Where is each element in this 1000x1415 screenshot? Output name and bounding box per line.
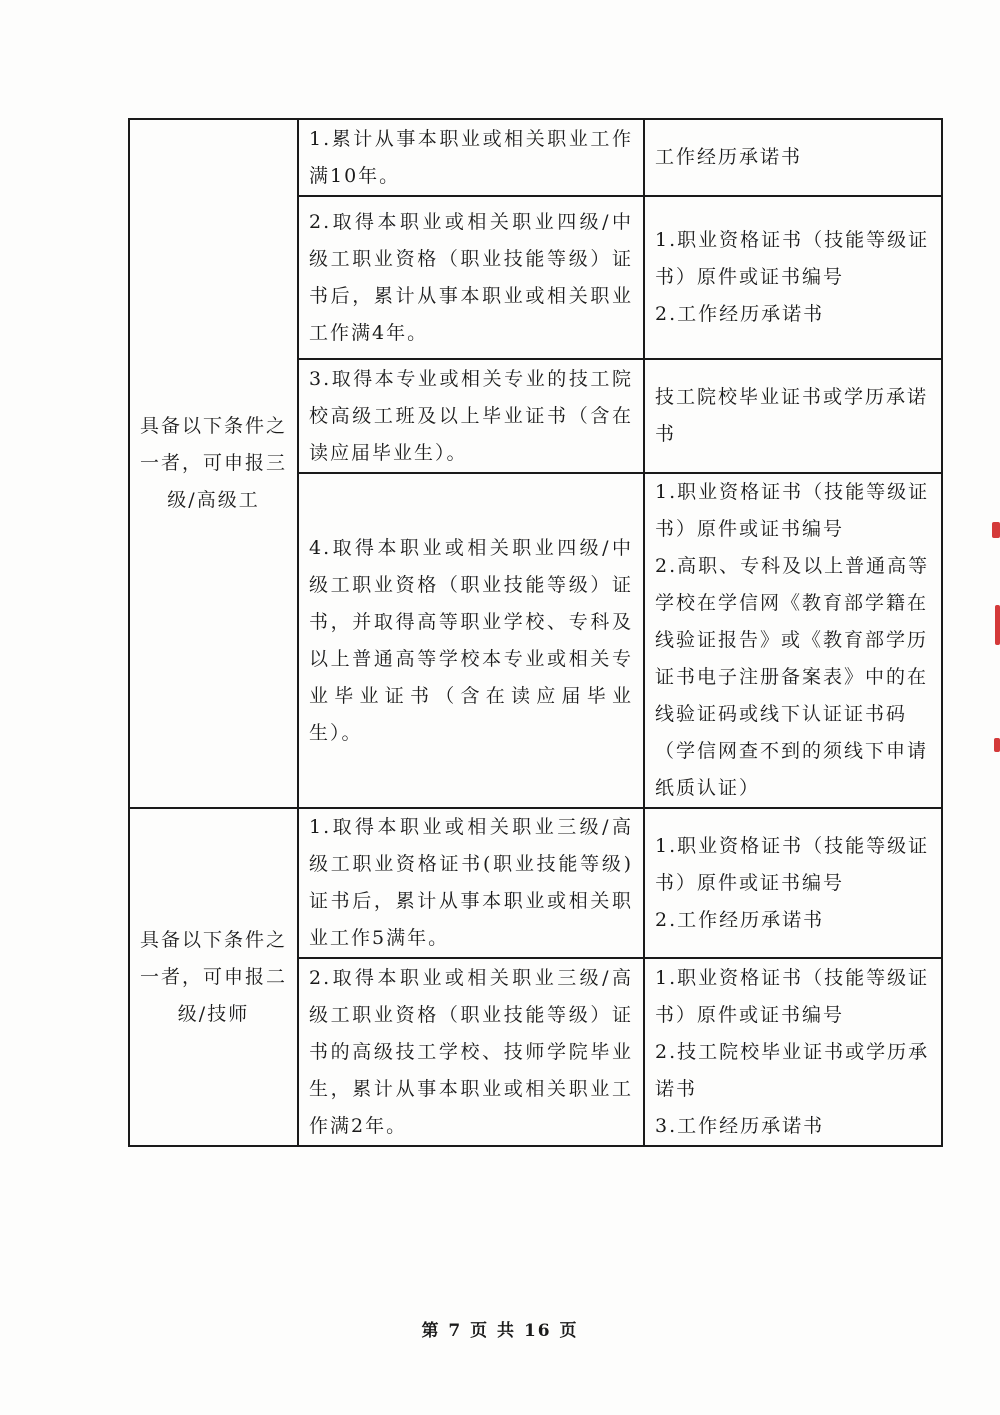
condition-text: 2.取得本职业或相关职业三级/高级工职业资格（职业技能等级）证书的高级技工学校、技师学院毕业生，累计从事本职业或相关职业工作满2年。 [309,966,633,1137]
materials-cell [644,958,942,1146]
condition-cell [298,359,644,473]
materials-cell [644,196,942,359]
requirements-table [128,118,943,1147]
table-row [129,119,942,196]
condition-cell [298,473,644,808]
material-item: 2.技工院校毕业证书或学历承诺书 [655,1040,930,1100]
materials-cell [644,808,942,958]
material-item: 工作经历承诺书 [655,146,803,168]
page-number: 第 7 页 共 16 页 [421,1321,579,1341]
red-stamp-edge [994,738,1000,752]
condition-text: 1.取得本职业或相关职业三级/高级工职业资格证书(职业技能等级)证书后，累计从事本职业或相关职业工作5满年。 [309,816,633,949]
red-stamp-edge [992,522,1000,538]
condition-cell [298,808,644,958]
condition-cell [298,196,644,359]
material-item: 2.高职、专科及以上普通高等学校在学信网《教育部学籍在线验证报告》或《教育部学历证书电子注册备案表》中的在线验证码或线下认证证书码（学信网查不到的须线下申请纸质认证） [655,555,930,799]
condition-text: 4.取得本职业或相关职业四级/中级工职业资格（职业技能等级）证书，并取得高等职业学校、专科及以上普通高等学校本专业或相关专业毕业证书（含在读应届毕业生）。 [309,536,633,744]
condition-cell [298,119,644,196]
materials-cell [644,119,942,196]
level-cell-grade2 [129,808,298,1146]
condition-text: 3.取得本专业或相关专业的技工院校高级工班及以上毕业证书（含在读应届毕业生）。 [309,367,633,464]
material-item: 1.职业资格证书（技能等级证书）原件或证书编号 [655,966,930,1026]
condition-text: 1.累计从事本职业或相关职业工作满10年。 [309,127,633,187]
condition-cell [298,958,644,1146]
material-item: 1.职业资格证书（技能等级证书）原件或证书编号 [655,834,930,894]
materials-cell [644,359,942,473]
materials-cell [644,473,942,808]
material-item: 2.工作经历承诺书 [655,908,825,931]
level-text: 具备以下条件之一者，可申报二级/技师 [140,928,288,1025]
table-row [129,808,942,958]
material-item: 2.工作经历承诺书 [655,303,825,325]
material-item: 1.职业资格证书（技能等级证书）原件或证书编号 [655,229,930,288]
material-item: 技工院校毕业证书或学历承诺书 [655,386,929,445]
condition-text: 2.取得本职业或相关职业四级/中级工职业资格（职业技能等级）证书后，累计从事本职业或相关职业工作满4年。 [309,210,633,344]
material-item: 3.工作经历承诺书 [655,1114,825,1137]
red-stamp-edge [995,605,1000,645]
level-text: 具备以下条件之一者，可申报三级/高级工 [140,415,288,511]
material-item: 1.职业资格证书（技能等级证书）原件或证书编号 [655,481,930,540]
level-cell-grade3 [129,119,298,808]
